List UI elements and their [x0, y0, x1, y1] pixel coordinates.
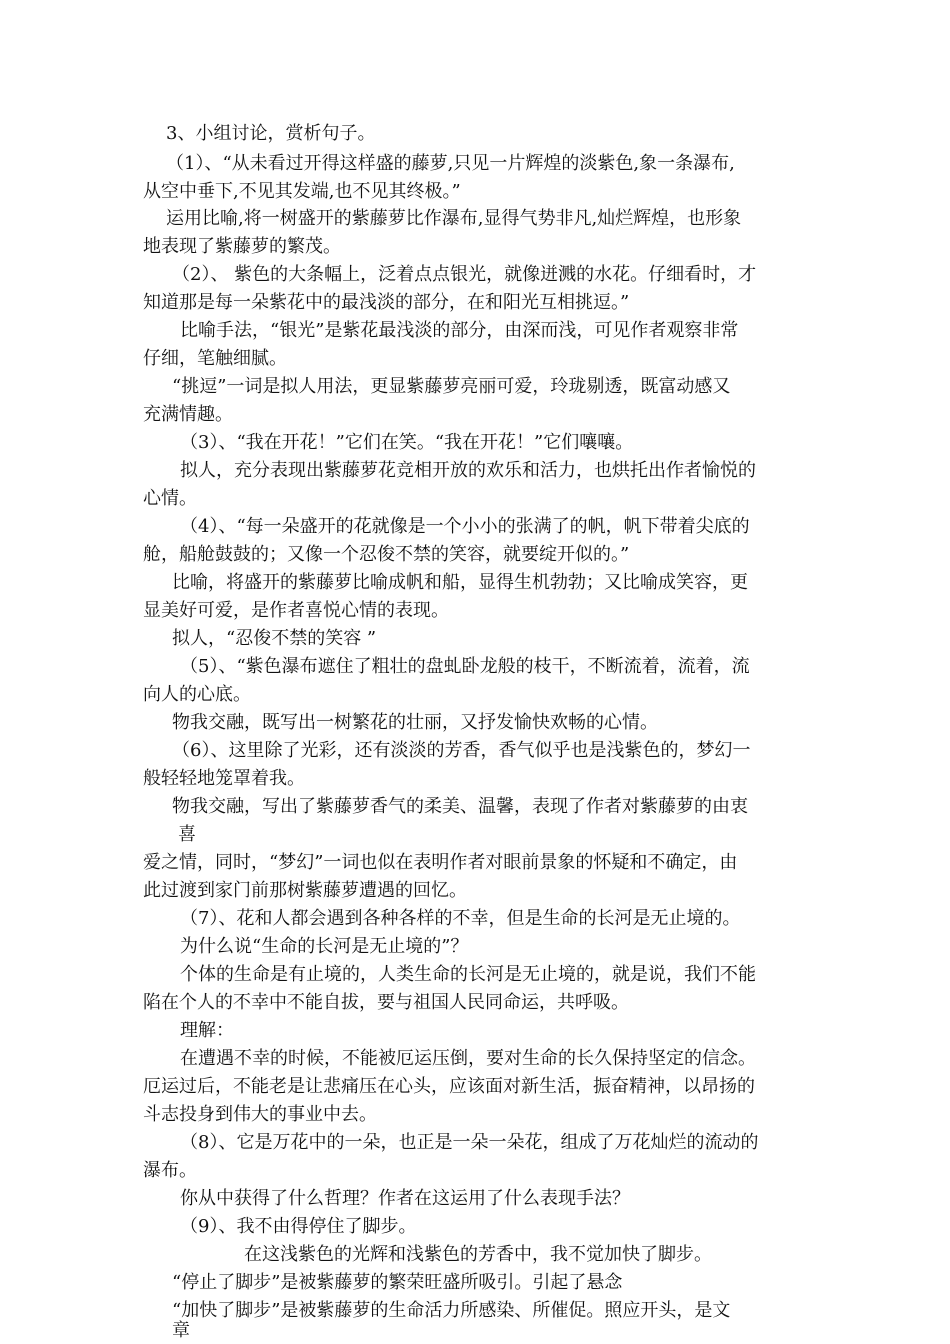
text-line: （2）、 紫色的大条幅上，泛着点点银光，就像迸溅的水花。仔细看时，才 — [172, 264, 757, 285]
text-line: （4）、“每一朵盛开的花就像是一个小小的张满了的帆，帆下带着尖底的 — [180, 516, 750, 537]
text-line: 向人的心底。 — [143, 684, 251, 705]
text-line: 个体的生命是有止境的，人类生命的长河是无止境的，就是说，我们不能 — [180, 964, 756, 985]
text-line: “挑逗”一词是拟人用法，更显紫藤萝亮丽可爱，玲珑剔透，既富动感又 — [172, 376, 731, 397]
text-line: 物我交融，既写出一树繁花的壮丽，又抒发愉快欢畅的心情。 — [172, 712, 658, 733]
text-line: 理解： — [180, 1020, 234, 1041]
text-line: （9）、我不由得停住了脚步。 — [180, 1216, 417, 1237]
text-line: 拟人，“忍俊不禁的笑容 ” — [172, 628, 377, 649]
text-line: （8）、它是万花中的一朵，也正是一朵一朵花，组成了万花灿烂的流动的 — [180, 1132, 759, 1153]
text-line: “加快了脚步”是被紫藤萝的生命活力所感染、所催促。照应开头，是文 — [172, 1300, 731, 1321]
text-line: 在这浅紫色的光辉和浅紫色的芳香中，我不觉加快了脚步。 — [244, 1244, 712, 1265]
text-line: 知道那是每一朵紫花中的最浅淡的部分，在和阳光互相挑逗。” — [143, 292, 630, 313]
text-line: 舱，船舱鼓鼓的；又像一个忍俊不禁的笑容，就要绽开似的。” — [143, 544, 630, 565]
text-line: 比喻手法，“银光”是紫花最浅淡的部分，由深而浅，可见作者观察非常 — [180, 320, 739, 341]
text-line: 仔细，笔触细腻。 — [143, 348, 287, 369]
text-line: （1）、“从未看过开得这样盛的藤萝,只见一片辉煌的淡紫色,象一条瀑布, — [166, 153, 735, 174]
text-line: 章 — [172, 1320, 190, 1341]
text-line: 物我交融，写出了紫藤萝香气的柔美、温馨，表现了作者对紫藤萝的由衷 — [172, 796, 748, 817]
text-line: 瀑布。 — [143, 1160, 197, 1181]
text-line: 为什么说“生命的长河是无止境的”？ — [180, 936, 469, 957]
text-line: 厄运过后，不能老是让悲痛压在心头，应该面对新生活，振奋精神，以昂扬的 — [143, 1076, 755, 1097]
text-line: 拟人，充分表现出紫藤萝花竞相开放的欢乐和活力，也烘托出作者愉悦的 — [180, 460, 756, 481]
text-line: “停止了脚步”是被紫藤萝的繁荣旺盛所吸引。引起了悬念 — [172, 1272, 623, 1293]
text-line: 在遭遇不幸的时候，不能被厄运压倒，要对生命的长久保持坚定的信念。 — [180, 1048, 756, 1069]
text-line: 显美好可爱，是作者喜悦心情的表现。 — [143, 600, 449, 621]
text-line: （5）、“紫色瀑布遮住了粗壮的盘虬卧龙般的枝干，不断流着，流着，流 — [180, 656, 750, 677]
text-line: 喜 — [178, 824, 196, 845]
text-line: 充满情趣。 — [143, 404, 233, 425]
text-line: 陷在个人的不幸中不能自拔，要与祖国人民同命运，共呼吸。 — [143, 992, 629, 1013]
text-line: 你从中获得了什么哲理？作者在这运用了什么表现手法？ — [180, 1188, 630, 1209]
text-line: 3、小组讨论，赏析句子。 — [166, 123, 376, 144]
text-line: （6）、这里除了光彩，还有淡淡的芳香，香气似乎也是浅紫色的，梦幻一 — [172, 740, 751, 761]
text-line: 地表现了紫藤萝的繁茂。 — [143, 236, 341, 257]
text-line: 心情。 — [143, 488, 197, 509]
text-line: （7）、花和人都会遇到各种各样的不幸，但是生命的长河是无止境的。 — [180, 908, 741, 929]
text-line: 斗志投身到伟大的事业中去。 — [143, 1104, 377, 1125]
text-line: 从空中垂下,不见其发端,也不见其终极。” — [143, 181, 461, 202]
text-line: 比喻，将盛开的紫藤萝比喻成帆和船，显得生机勃勃；又比喻成笑容，更 — [172, 572, 748, 593]
text-line: 爱之情，同时，“梦幻”一词也似在表明作者对眼前景象的怀疑和不确定，由 — [143, 852, 738, 873]
text-line: 此过渡到家门前那树紫藤萝遭遇的回忆。 — [143, 880, 467, 901]
text-line: （3）、“我在开花！”它们在笑。“我在开花！”它们嚷嚷。 — [180, 432, 634, 453]
text-line: 般轻轻地笼罩着我。 — [143, 768, 305, 789]
text-line: 运用比喻,将一树盛开的紫藤萝比作瀑布,显得气势非凡,灿烂辉煌，也形象 — [166, 208, 742, 229]
